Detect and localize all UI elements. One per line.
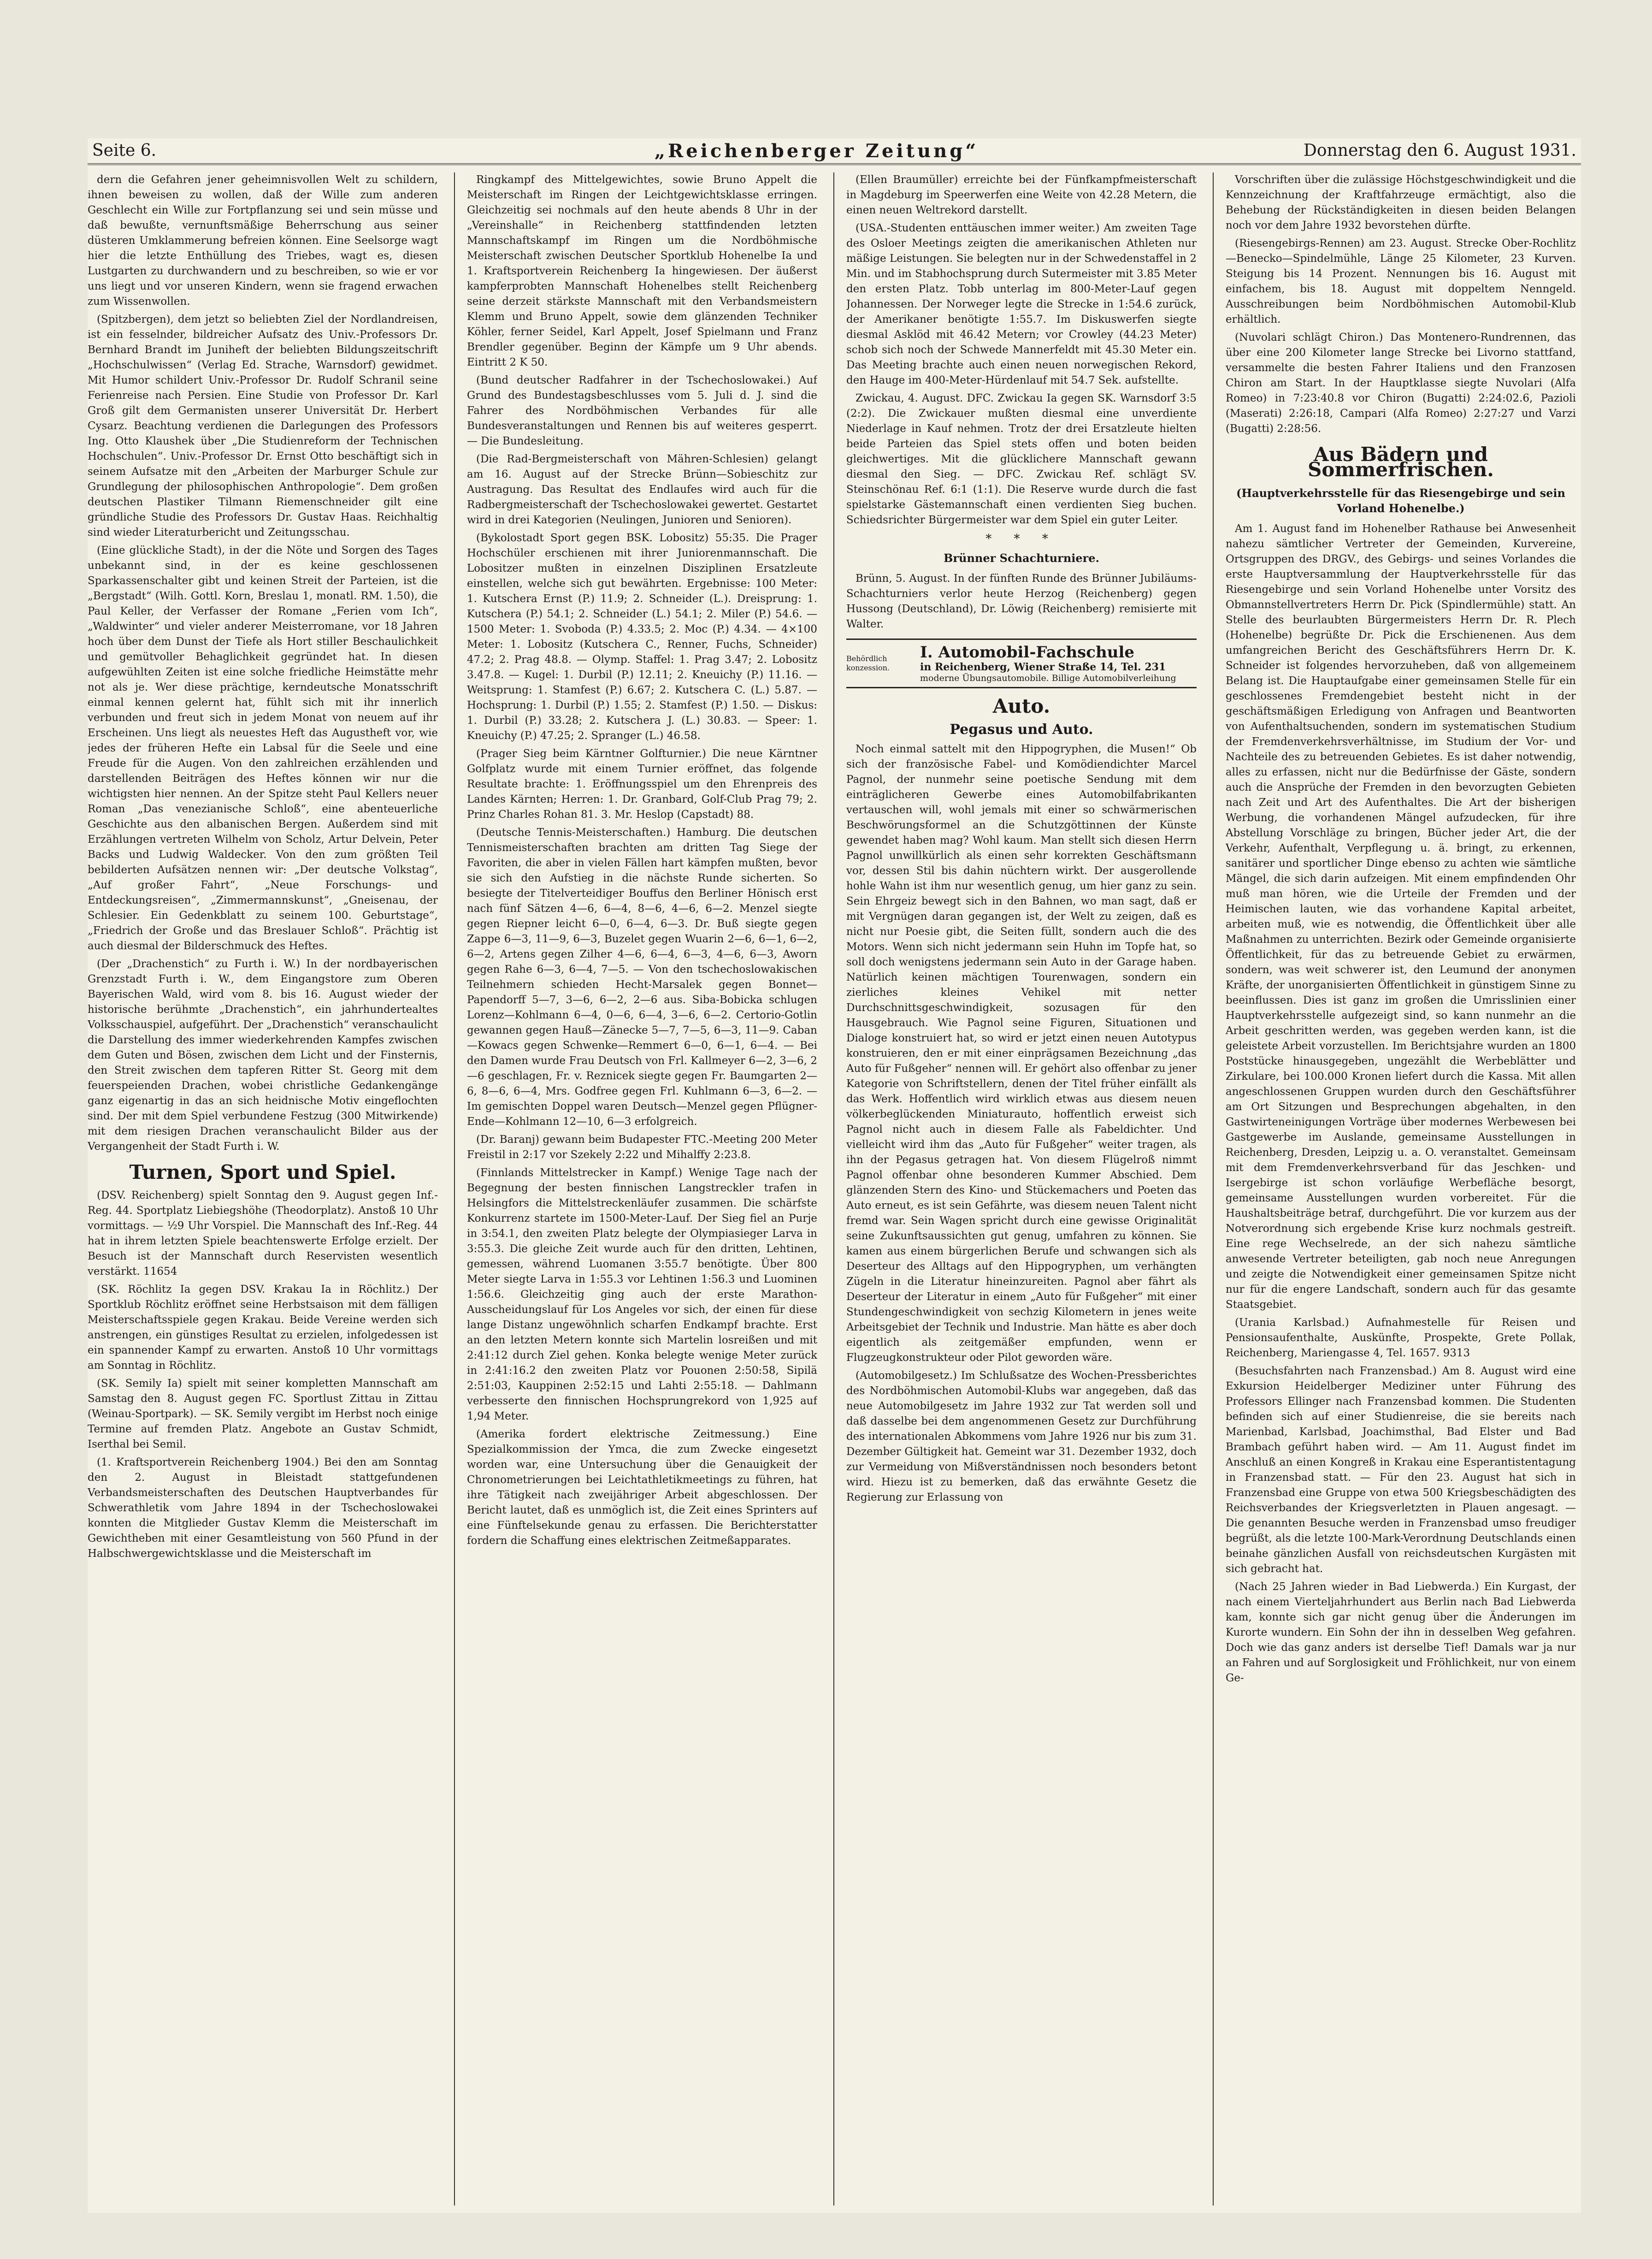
article-paragraph: (DSV. Reichenberg) spielt Sonntag den 9. August gegen Inf.-Reg. 44. Sportplatz Liebiegshöhe (Theodorplatz). Anstoß 10 Uhr vormittags. — ½9 Uhr Vorspiel. Die Mannschaft des Inf.-Reg. 44 hat in ihrem letzten Spiele beachtenswerte Erfolge erzielt. Der Besuch ist der Mannschaft durch Reservisten wesentlich verstärkt. 11654	[88, 1189, 438, 1277]
subheading-chess: Brünner Schachturniere.	[944, 551, 1099, 565]
article-paragraph: dern die Gefahren jener geheimnisvollen Welt zu schildern, ihnen beweisen zu wollen, daß der Wille zum anderen Geschlecht ein Wille zur Fortpflanzung sei und sein müsse und daß bewußte, vernunftsmäßige Beherrschung aus seiner düsteren Umklammerung befreien können. Eine Seelsorge wagt hier die letzte Enthüllung des Triebes, wagt es, diesen Lustgarten zu durchwandern und zu beschreiben, so wie er vor uns liegt und vor unseren Kindern, wenn sie fragend erwachen zum Wissenwollen.	[88, 174, 438, 308]
subheading-hohenelbe: (Hauptverkehrsstelle für das Riesengebirge und sein Vorland Hohenelbe.)	[1236, 486, 1565, 515]
article-paragraph: Brünn, 5. August. In der fünften Runde des Brünner Jubiläums-Schachturniers verlor heute Herzog (Reichenberg) gegen Hussong (Deutschland), Dr. Löwig (Reichenberg) remisierte mit Walter.	[846, 573, 1197, 630]
article-paragraph: Zwickau, 4. August. DFC. Zwickau Ia gegen SK. Warnsdorf 3:5 (2:2). Die Zwickauer mußten diesmal eine unverdiente Niederlage in Kauf nehmen. Trotz der drei Ersatzleute hielten beide Parteien das Spiel stets offen und boten beiden gleichwertiges. Mit die glücklichere Mannschaft gewann diesmal den Sieg. — DFC. Zwickau Ref. schlägt SV. Steinschönau Ref. 6:1 (1:1). Die Reserve wurde durch die fast spielstarke Gästemannschaft einen verdienten Sieg buchen. Schiedsrichter Bürgermeister war dem Spiel ein guter Leiter.	[846, 392, 1197, 526]
ad-title: I. Automobil-Fachschule	[920, 643, 1134, 662]
page-number: Seite 6.	[92, 141, 157, 160]
article-paragraph: (Ellen Braumüller) erreichte bei der Fünfkampfmeisterschaft in Magdeburg im Speerwerfen eine Weite von 42.28 Metern, die einen neuen Weltrekord darstellt.	[846, 174, 1197, 216]
separator-stars: * * *	[985, 532, 1057, 546]
column-2	[467, 172, 817, 2206]
article-paragraph: (Nach 25 Jahren wieder in Bad Liebwerda.) Ein Kurgast, der nach einem Vierteljahrhundert aus Berlin nach Bad Liebwerda kam, konnte sich gar nicht genug über die Änderungen im Kurorte wundern. Ein Sohn der ihn in desselben Weg gefahren. Doch wie das ganz anders ist derselbe Tief! Damals war ja nur an Fahren und auf Sorglosigkeit und Fröhlichkeit, nur von einem Ge-	[1226, 1581, 1576, 1684]
article-paragraph: (Besuchsfahrten nach Franzensbad.) Am 8. August wird eine Exkursion Heidelberger Mediziner unter Führung des Professors Ellinger nach Franzensbad kommen. Die Studenten befinden sich auf einer Studienreise, die sie bereits nach Marienbad, Karlsbad, Joachimsthal, Bad Elster und Bad Brambach geführt haben wird. — Am 11. August findet im Anschluß an einen Kongreß in Krakau eine Esperantistentagung in Franzensbad statt. — Für den 23. August hat sich in Franzensbad eine Gruppe von etwa 500 Kriegsbeschädigten des Reichsverbandes der Kriegsverletzten in Plauen angesagt. — Die genannten Besuche werden in Franzensbad umso freudiger begrüßt, als die letzte 100-Mark-Verordnung Deutschlands einen beinahe gänzlichen Ausfall von reichsdeutschen Kurgästen mit sich gebracht hat.	[1226, 1365, 1576, 1575]
article-paragraph: (Dr. Baranj) gewann beim Budapester FTC.-Meeting 200 Meter Freistil in 2:17 vor Szekely 2:22 und Mihalffy 2:23.8.	[467, 1134, 817, 1161]
column-rule	[833, 172, 834, 2206]
article-paragraph: (Urania Karlsbad.) Aufnahmestelle für Reisen und Pensionsaufenthalte, Auskünfte, Prospekte, Grete Pollak, Reichenberg, Mariengasse 4, Tel. 1657. 9313	[1226, 1317, 1576, 1359]
newspaper-page	[88, 138, 1581, 2213]
column-rule	[1213, 172, 1214, 2206]
article-paragraph: Noch einmal sattelt mit den Hippogryphen, die Musen!“ Ob sich der französische Fabel- und Komödiendichter Marcel Pagnol, der nunmehr seine poetische Sendung mit dem einträglicheren Gewerbe eines Automobilfabrikanten vertauschen will, wohl jemals mit einer so schwärmerischen Beschwörungsformel an die Schutzgöttinnen der Künste gewendet haben mag? Wohl kaum. Man stellt sich diesen Herrn Pagnol unwillkürlich als einen sehr korrekten Geschäftsmann vor, dessen Stil bis dahin nüchtern wirkt. Der ausgerollende hohle Wahn ist ihm nur wesentlich genug, um hier ganz zu sein. Sein Ehrgeiz bewegt sich in den Bahnen, wo man sagt, daß er mit Vergnügen daran gegangen ist, der Welt zu zeigen, daß es nicht nur Poesie gibt, die Seiten füllt, sondern auch die des Motors. Wenn sich nicht jedermann sein Huhn im Topfe hat, so soll doch wenigstens jedermann sein Auto in der Garage haben. Natürlich keinen mächtigen Tourenwagen, sondern ein zierliches kleines Vehikel mit netter Durchschnittsgeschwindigkeit, sozusagen für den Hausgebrauch. Wie Pagnol seine Figuren, Situationen und Dialoge konstruiert hat, so wird er jetzt einen neuen Autotypus konstruieren, den er mit einer einprägsamen Bezeichnung „das Auto für Fußgeher“ nennen will. Er gehört also offenbar zu jener Kategorie von Schriftstellern, denen der Titel früher einfällt als das Werk. Hoffentlich wird wirklich etwas aus diesem neuen völkerbeglückenden Miniaturauto, hoffentlich erweist sich Pagnol nicht auch in diesem Falle als Fabeldichter. Und vielleicht wird ihm das „Auto für Fußgeher“ weiter tragen, als ihn der Pegasus getragen hat. Von diesem Flügelroß nimmt Pagnol offenbar ohne besonderen Kummer Abschied. Dem glänzenden Stern des Kino- und Stückemachers und Poeten das Auto erneut, es ist sein Gefährte, was diesem neuen Talent nicht fremd war. Sein Wagen spricht durch eine gewisse Originalität seine Zukunftsaussichten gut genug, umfahren zu können. Sie kamen aus einem bürgerlichen Berufe und schwangen sich als Deserteur des Alltags auf den Hippogryphen, um verhängten Zügeln in die Literatur hineinzureiten. Pagnol aber fährt als Deserteur der Literatur in einem „Auto für Fußgeher“ mit einer Stundengeschwindigkeit von sechzig Kilometern in jenes weite Arbeitsgebiet der Technik und Industrie. Man hätte es aber doch eigentlich als zeitgemäßer empfunden, wenn er Flugzeugkonstrukteur oder Pilot geworden wäre.	[846, 743, 1197, 1364]
article-paragraph: (Eine glückliche Stadt), in der die Nöte und Sorgen des Tages unbekannt sind, in der es keine geschlossenen Sparkassenschalter gibt und keinen Streit der Parteien, ist die „Bergstadt“ (Wilh. Gottl. Korn, Breslau 1, monatl. RM. 1.50), die Paul Keller, der Verfasser der Romane „Ferien vom Ich“, „Waldwinter“ und vieler anderer Meisterromane, vor 18 Jahren hoch über dem Dunst der Tiefe als Hort stiller Beschaulichkeit und gemütvoller Behaglichkeit gegründet hat. In diesen aufgewühlten Zeiten ist eine solche friedliche Heimstätte mehr not als je. Wer diese prächtige, kerndeutsche Monatsschrift einmal kennen gelernt hat, fühlt sich mit ihr innerlich verbunden und freut sich in jedem Monat von neuem auf ihr Erscheinen. Uns liegt als neuestes Heft das Augustheft vor, wie jedes der früheren Hefte ein Labsal für die Seele und eine Freude für die Augen. Von den zahlreichen erzählenden und darstellenden Beiträgen des Heftes können wir nur die wichtigsten hier nennen. An der Spitze steht Paul Kellers neuer Roman „Das venezianische Schloß“, eine abenteuerliche Geschichte aus den albanischen Bergen. Außerdem sind mit Erzählungen vertreten Wilhelm von Scholz, Artur Delvein, Peter Backs und Ludwig Waldecker. Von den zum größten Teil bebilderten Aufsätzen nennen wir: „Der deutsche Volkstag“, „Auf großer Fahrt“, „Neue Forschungs- und Entdeckungsreisen“, „Zimmermannskunst“, „Gneisenau, der Schlesier. Ein Gedenkblatt zu seinem 100. Geburtstage“, „Friedrich der Große und das Breslauer Schloß“. Prächtig ist auch diesmal der Bilderschmuck des Heftes.	[88, 544, 438, 952]
issue-date: Donnerstag den 6. August 1931.	[1304, 141, 1576, 160]
article-paragraph: (Finnlands Mittelstrecker in Kampf.) Wenige Tage nach der Begegnung der besten finnischen Langstreckler trafen in Helsingfors die Mittelstreckenläufer zusammen. Die schärfste Konkurrenz startete im 1500-Meter-Lauf. Der Sieg fiel an Purje in 3:54.1, den zweiten Platz belegte der Olympiasieger Larva in 3:55.3. Die gleiche Zeit wurde auch für den dritten, Lehtinen, gemessen, während Luomanen 3:55.7 benötigte. Über 800 Meter siegte Larva in 1:55.3 vor Lehtinen 1:56.3 und Luominen 1:56.6. Gleichzeitig ging auch der erste Marathon-Ausscheidungslauf für Los Angeles vor sich, der einen für diese lange Distanz ungewöhnlich scharfen Endkampf brachte. Erst an den letzten Metern konnte sich Martelin losreißen und mit 2:41:12 durch Ziel gehen. Konka belegte wenige Meter zurück in 2:41:16.2 den zweiten Platz vor Pouonen 2:50:58, Sipilä 2:51:03, Kauppinen 2:52:15 und Lahti 2:55:18. — Dahlmann verbesserte den finnischen Hochsprungrekord von 1,925 auf 1,94 Meter.	[467, 1167, 817, 1422]
newspaper-title: „Reichenberger Zeitung“	[655, 140, 979, 162]
article-paragraph: (SK. Röchlitz Ia gegen DSV. Krakau Ia in Röchlitz.) Der Sportklub Röchlitz eröffnet seine Herbstsaison mit dem fälligen Meisterschaftsspiele gegen Krakau. Beide Vereine werden sich anstrengen, ein günstiges Resultat zu erzielen, infolgedessen ist ein spannender Kampf zu erwarten. Anstoß 10 Uhr vormittags am Sonntag in Röchlitz.	[88, 1283, 438, 1372]
article-paragraph: (Die Rad-Bergmeisterschaft von Mähren-Schlesien) gelangt am 16. August auf der Strecke Brünn—Sobieschitz zur Austragung. Das Resultat des Endlaufes wird auch für die Radbergmeisterschaft der Tschechoslowakei gewertet. Gestartet wird in drei Kategorien (Neulingen, Junioren und Senioren).	[467, 453, 817, 526]
article-paragraph: Vorschriften über die zulässige Höchstgeschwindigkeit und die Kennzeichnung der Kraftfahrzeuge ermächtigt, also die Behebung der Rückständigkeiten in diesen beiden Belangen noch vor dem Jahre 1932 bevorstehen dürfte.	[1226, 174, 1576, 231]
article-paragraph: Am 1. August fand im Hohenelber Rathause bei Anwesenheit nahezu sämtlicher Vertreter der Gemeinden, Kurvereine, Ortsgruppen des DRGV., des Gebirgs- und seines Vorlandes die erste Hauptversammlung der Hauptverkehrsstelle für das Riesengebirge und sein Vorland Hohenelbe unter Vorsitz des Obmannstellvertreters Herrn Dr. Pick (Spindlermühle) statt. An Stelle des beurlaubten Bürgermeisters Herrn Dr. R. Plech (Hohenelbe) begrüßte Dr. Pick die Erschienenen. Aus dem umfangreichen Bericht des Geschäftsführers Herrn Dr. K. Schneider ist folgendes hervorzuheben, daß von allgemeinem Belang ist. Die Hauptaufgabe einer gemeinsamen Stelle für ein geschlossenes Fremdengebiet besteht nicht in der geschäftsmäßigen Erledigung von Anfragen und Beantworten von Aufenthaltsuchenden, sondern im systematischen Studium der Fremdenverkehrsverhältnisse, im Studium der Vor- und Nachteile des zu betreuenden Gebietes. Es ist daher notwendig, alles zu erfassen, nicht nur die Bedürfnisse der Gäste, sondern auch die Ansprüche der Fremden in den bevorzugten Gebieten nach Zeit und Art des Aufenthaltes. Die Art der bisherigen Werbung, die vorhandenen Mängel aufzudecken, für ihre Abstellung Vorschläge zu bringen, Bücher jeder Art, die der Verkehr, Aufenthalt, Verpflegung u. ä. bringt, zu erkennen, sanitärer und sportlicher Dinge ebenso zu achten wie sämtliche Mängel, die sich darin aufzeigen. Mit einem empfindenden Ohr muß man hören, wie die Urteile der Fremden und der Heimischen lauten, wie das vorhandene Kapital arbeitet, arbeiten muß, wie es notwendig, die Öffentlichkeit über alle Maßnahmen zu unterrichten. Bezirk oder Gemeinde organisierte Öffentlichkeit, für das zu betreuende Gebiet zu erwärmen, sondern, was weit schwerer ist, den Leumund der anonymen Kräfte, der unorganisierten Öffentlichkeit in günstigem Sinne zu beeinflussen. Dies ist ganz im großen die Umrisslinien einer Hauptverkehrsstelle aufgezeigt sind, so kann nunmehr an die Arbeit geschritten werden, was gegeben werden kann, ist die geleistete Arbeit vorzustellen. Im Berichtsjahre wurden an 1800 Poststücke hinausgegeben, ungezählt die Werbeblätter und Zirkulare, bei 100.000 Kronen liefert durch die Kassa. Mit allen angeschlossenen Gruppen wurden durch den Geschäftsführer am Ort Sitzungen und Besprechungen abgehalten, in den Gastwirteneinigungen Vorträge über modernes Werbewesen bei Gastgewerbe im Auslande, gemeinsame Ausstellungen in Reichenberg, Dresden, Leipzig u. a. O. veranstaltet. Gemeinsam mit dem Fremdenverkehrsverband für das Jeschken- und Isergebirge ist schon vorläufige Werbefläche besorgt, gemeinsame Ausstellungen wurden vorbereitet. Für die Haushaltsbeiträge betraf, durchgeführt. Die vor kurzem aus der Notverordnung sich ergebende Krise kurz nochmals gestreift. Eine rege Wechselrede, an der sich nahezu sämtliche anwesende Vertreter beteiligten, gab noch neue Anregungen und zeigte die Notwendigkeit einer gemeinsamen Spitze nicht nur für die engere Landschaft, sondern auch für das gesamte Staatsgebiet.	[1226, 523, 1576, 1311]
article-paragraph: (Deutsche Tennis-Meisterschaften.) Hamburg. Die deutschen Tennismeisterschaften brachten am dritten Tag Siege der Favoriten, die aber in vielen Fällen hart kämpfen mußten, bevor sie sich den Aufstieg in die nächste Runde sicherten. So besiegte der Titelverteidiger Bouffus den Berliner Hönisch erst nach fünf Sätzen 4—6, 6—4, 8—6, 4—6, 6—2. Menzel siegte gegen Riepner leicht 6—0, 6—4, 6—3. Dr. Buß siegte gegen Zappe 6—3, 11—9, 6—3, Buzelet gegen Wuarin 2—6, 6—1, 6—2, 6—2, Artens gegen Zilher 4—6, 6—4, 6—3, 4—6, 6—3, Aworn gegen Rahe 6—3, 6—4, 7—5. — Von den tschechoslowakischen Teilnehmern schieden Hecht-Marsalek gegen Bonnet—Papendorff 5—7, 3—6, 6—2, 2—6 aus. Siba-Bobicka schlugen Lorenz—Kohlmann 6—4, 0—6, 6—4, 3—6, 6—2. Certorio-Gotlin gewannen gegen Hauß—Zänecke 5—7, 7—5, 6—3, 11—9. Caban—Kowacs gegen Schwenke—Remmert 6—0, 6—1, 6—4. — Bei den Damen wurde Frau Deutsch von Frl. Kallmeyer 6—2, 3—6, 2—6 geschlagen, Fr. v. Reznicek siegte gegen Fr. Baumgarten 2—6, 8—6, 6—4, Mrs. Godfree gegen Frl. Kuhlmann 6—3, 6—2. — Im gemischten Doppel waren Deutsch—Menzel gegen Pflügner-Ende—Kohlmann 12—10, 6—3 erfolgreich.	[467, 827, 817, 1128]
ad-license-note: Behördlich konzession.	[846, 654, 890, 672]
article-paragraph: Ringkampf des Mittelgewichtes, sowie Bruno Appelt die Meisterschaft im Ringen der Leichtgewichtsklasse erringen. Gleichzeitig sei nochmals auf den heute abends 8 Uhr in der „Vereinshalle“ in Reichenberg stattfindenden letzten Mannschaftskampf im Ringen um die Nordböhmische Meisterschaft zwischen Deutscher Sportklub Hohenelbe Ia und 1. Kraftsportverein Reichenberg Ia hingewiesen. Der äußerst kampferprobten Mannschaft Hohenelbes stellt Reichenberg seine derzeit stärkste Mannschaft mit den Verbandsmeistern Klemm und Bruno Appelt, sowie dem glänzenden Techniker Köhler, ferner Seidel, Karl Appelt, Josef Spielmann und Franz Brendler gegenüber. Beginn der Kämpfe um 9 Uhr abends. Eintritt 2 K 50.	[467, 174, 817, 368]
section-heading-sport: Turnen, Sport und Spiel.	[129, 1161, 396, 1183]
column-4	[1226, 172, 1576, 2206]
column-1	[88, 172, 438, 2206]
section-heading-auto: Auto.	[992, 695, 1050, 717]
column-rule	[454, 172, 455, 2206]
article-paragraph: (Bykolostadt Sport gegen BSK. Lobositz) 55:35. Die Prager Hochschüler erschienen mit ihrer Juniorenmannschaft. Die Lobositzer mußten in einzelnen Disziplinen Ersatzleute einstellen, welche sich gut bewährten. Ergebnisse: 100 Meter: 1. Kutschera Ernst (P.) 11.9; 2. Schneider (L.). Dreisprung: 1. Kutschera (P.) 54.1; 2. Schneider (L.) 54.1; 2. Miler (P.) 54.6. — 1500 Meter: 1. Svoboda (P.) 4.33.5; 2. Moc (P.) 4.34. — 4×100 Meter: 1. Lobositz (Kutschera C., Renner, Fuchs, Schneider) 47.2; 2. Prag 48.8. — Olymp. Staffel: 1. Prag 3.47; 2. Lobositz 3.47.8. — Kugel: 1. Durbil (P.) 12.11; 2. Kneuichy (P.) 11.16. — Weitsprung: 1. Stamfest (P.) 6.67; 2. Kutschera C. (L.) 5.87. — Hochsprung: 1. Durbil (P.) 1.55; 2. Stamfest (P.) 1.50. — Diskus: 1. Durbil (P.) 33.28; 2. Kutschera J. (L.) 30.83. — Speer: 1. Kneuichy (P.) 47.25; 2. Spranger (L.) 46.58.	[467, 532, 817, 742]
advertisement-driving-school	[846, 639, 1197, 688]
article-paragraph: (Riesengebirgs-Rennen) am 23. August. Strecke Ober-Rochlitz—Benecko—Spindelmühle, Länge 25 Kilometer, 23 Kurven. Steigung bis 14 Prozent. Nennungen bis 16. August mit einfachem, bis 18. August mit doppeltem Nenngeld. Ausschreibungen beim Nordböhmischen Automobil-Klub erhältlich.	[1226, 237, 1576, 325]
article-paragraph: (Prager Sieg beim Kärntner Golfturnier.) Die neue Kärntner Golfplatz wurde mit einem Turnier eröffnet, das folgende Resultate brachte: 1. Eröffnungsspiel um den Ehrenpreis des Landes Kärnten; Herren: 1. Dr. Granbard, Golf-Club Prag 79; 2. Prinz Charles Rohan 81. 3. Mr. Heslop (Capstadt) 88.	[467, 748, 817, 821]
article-paragraph: (Bund deutscher Radfahrer in der Tschechoslowakei.) Auf Grund des Bundestagsbeschlusses vom 5. Juli d. J. sind die Fahrer des Nordböhmischen Verbandes für alle Bundesveranstaltungen und Rennen bis auf weiteres gesperrt. — Die Bundesleitung.	[467, 374, 817, 447]
article-paragraph: (Spitzbergen), dem jetzt so beliebten Ziel der Nordlandreisen, ist ein fesselnder, bildreicher Aufsatz des Univ.-Professors Dr. Bernhard Brandt im Juniheft der beliebten Bildungszeitschrift „Hochschulwissen“ (Verlag Ed. Strache, Warnsdorf) gewidmet. Mit Humor schildert Univ.-Professor Dr. Rudolf Schranil seine Ferienreise nach Persien. Eine Studie von Professor Dr. Karl Groß gilt dem Germanisten unserer Universität Dr. Herbert Cysarz. Beachtung verdienen die Darlegungen des Professors Ing. Otto Klaushek über „Die Studienreform der Technischen Hochschulen“. Univ.-Professor Dr. Ernst Otto beschäftigt sich in seinem Aufsatze mit den „Arbeiten der Marburger Schule zur Grundlegung der philosophischen Anthropologie“. Dem großen deutschen Plastiker Tilmann Riemenschneider gilt eine gründliche Studie des Professors Dr. Gustav Haas. Reichhaltig sind wieder Literaturbericht und Zeitungsschau.	[88, 313, 438, 538]
article-paragraph: (Der „Drachenstich“ zu Furth i. W.) In der nordbayerischen Grenzstadt Furth i. W., dem Eingangstore zum Oberen Bayerischen Wald, wird vom 8. bis 16. August wieder der historische berühmte „Drachenstich“, ein jahrhundertealtes Volksschauspiel, aufgeführt. Der „Drachenstich“ veranschaulicht die Darstellung des immer wiederkehrenden Kampfes zwischen dem Guten und Bösen, zwischen dem Licht und der Finsternis, den Streit zwischen dem tapferen Ritter St. Georg mit dem feuerspeienden Drachen, wobei christliche Gedankengänge ganz eigenartig in das an sich heidnische Motiv eingeflochten sind. Der mit dem Spiel verbundene Festzug (300 Mitwirkende) mit dem riesigen Drachen veranschaulicht Bilder aus der Vergangenheit der Stadt Furth i. W.	[88, 958, 438, 1153]
article-paragraph: (USA.-Studenten enttäuschen immer weiter.) Am zweiten Tage des Osloer Meetings zeigten die amerikanischen Athleten nur mäßige Leistungen. Sie belegten nur in der Schwedenstaffel in 2 Min. und im Stabhochsprung durch Sutermeister mit 3.85 Meter den ersten Platz. Tobb unterlag im 800-Meter-Lauf gegen Johannessen. Der Norweger legte die Strecke in 1:54.6 zurück, der Amerikaner benötigte 1:55.7. Im Diskuswerfen siegte diesmal Asklöd mit 46.42 Metern; vor Crowley (44.23 Meter) schob sich noch der Schwede Mannerfeldt mit 45.30 Meter ein. Das Meeting brachte auch einen neuen norwegischen Rekord, den Hauge im 400-Meter-Hürdenlauf mit 54.7 Sek. aufstellte.	[846, 222, 1197, 386]
ad-address: in Reichenberg, Wiener Straße 14, Tel. 231	[920, 661, 1166, 673]
column-3	[846, 172, 1197, 2206]
section-heading-spas: Aus Bädern und Sommerfrischen.	[1308, 443, 1494, 481]
subheading-pegasus: Pegasus und Auto.	[950, 721, 1093, 738]
article-paragraph: (Amerika fordert elektrische Zeitmessung.) Eine Spezialkommission der Ymca, die zum Zwecke eingesetzt worden war, eine Untersuchung über die Genauigkeit der Chronometrierungen bei Leichtathletikmeetings zu führen, hat ihre Tätigkeit nach zweijähriger Arbeit abgeschlossen. Der Bericht lautet, daß es unmöglich ist, die Zeit eines Sprinters auf eine Fünftelsekunde genau zu erfassen. Die Berichterstatter fordern die Schaffung eines elektrischen Zeitmeßapparates.	[467, 1428, 817, 1547]
ad-tagline: moderne Übungsautomobile. Billige Automobilverleihung	[920, 673, 1176, 683]
article-paragraph: (Automobilgesetz.) Im Schlußsatze des Wochen-Pressberichtes des Nordböhmischen Automobil-Klubs war angegeben, daß das neue Automobilgesetz im Jahre 1932 zur Tat werden soll und daß dasselbe bei dem angenommenen Gesetz zur Durchführung des internationalen Abkommens vom Jahre 1926 nur bis zum 31. Dezember Gültigkeit hat. Gemeint war 31. Dezember 1932, doch zur Vermeidung von Mißverständnissen noch besonders betont wird. Hiezu ist zu bemerken, daß das erwähnte Gesetz die Regierung zur Erlassung von	[846, 1370, 1197, 1503]
article-paragraph: (Nuvolari schlägt Chiron.) Das Montenero-Rundrennen, das über eine 200 Kilometer lange Strecke bei Livorno stattfand, versammelte die besten Fahrer Italiens und den Franzosen Chiron am Start. In der Hauptklasse siegte Nuvolari (Alfa Romeo) in 7:23:40.8 vor Chiron (Bugatti) 2:24:02.6, Pazioli (Maserati) 2:26:18, Campari (Alfa Romeo) 2:27:27 und Varzi (Bugatti) 2:28:56.	[1226, 331, 1576, 435]
article-paragraph: (SK. Semily Ia) spielt mit seiner kompletten Mannschaft am Samstag den 8. August gegen FC. Sportlust Zittau in Zittau (Weinau-Sportpark). — SK. Semily vergibt im Herbst noch einige Termine auf fremden Platz. Angebote an Gustav Schmidt, Iserthal bei Semil.	[88, 1378, 438, 1450]
page-header	[88, 138, 1581, 165]
article-paragraph: (1. Kraftsportverein Reichenberg 1904.) Bei den am Sonntag den 2. August in Bleistadt stattgefundenen Verbandsmeisterschaften des Deutschen Hauptverbandes für Schwerathletik vom Jahre 1894 in der Tschechoslowakei konnten die Mitglieder Gustav Klemm die Meisterschaft im Gewichtheben mit einer Gesamtleistung von 560 Pfund in der Halbschwergewichtsklasse und die Meisterschaft im	[88, 1456, 438, 1560]
